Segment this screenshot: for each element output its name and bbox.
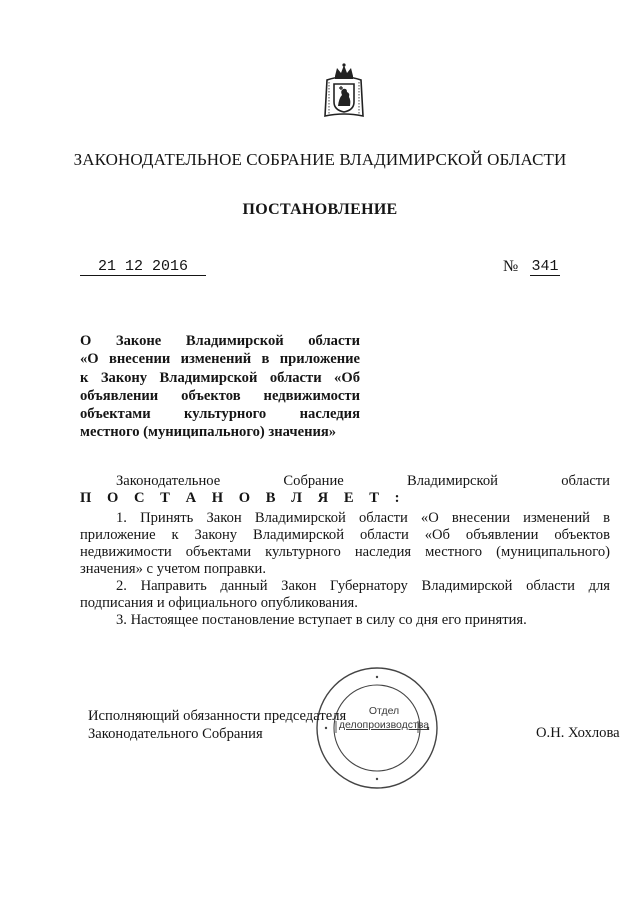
stamp-line-2: делопроизводства (338, 719, 430, 731)
document-number: 341 (531, 258, 559, 275)
signatory-name: О.Н. Хохлова (536, 725, 620, 741)
subject-line: объявлении объектов недвижимости (80, 387, 360, 404)
paragraph-3: 3. Настоящее постановление вступает в силу со дня его принятия. (116, 612, 527, 628)
preamble-word: Собрание (283, 473, 344, 489)
subject-line: «О внесении изменений в приложение (80, 351, 360, 368)
signatory-organization: Законодательного Собрания (88, 726, 263, 742)
paragraph-1: 1. Принять Закон Владимирской области «О внесении изменений в приложение к Закону Владимирской области «Об объявлении объектов недвижимости объектами культурного наследия местного (муниципального) значения» с учетом поправки. (80, 510, 610, 577)
preamble-word: области (561, 473, 610, 489)
subject-line: местного (муниципального) значения» (80, 424, 337, 441)
signatory-position: Исполняющий обязанности председателя (88, 708, 347, 724)
paragraph-2: 2. Направить данный Закон Губернатору Владимирской области для подписания и официального опубликования. (80, 578, 610, 611)
preamble-word: Законодательное (116, 473, 221, 489)
body-paragraphs (80, 510, 610, 629)
subject-line: объектами культурного наследия (80, 406, 360, 423)
signatory-title (88, 707, 388, 743)
document-date: 21 12 2016 (80, 258, 206, 276)
coat-of-arms-icon (323, 62, 365, 120)
number-label: № (503, 258, 519, 275)
document-type-title: ПОСТАНОВЛЕНИЕ (242, 201, 398, 218)
subject-line: к Закону Владимирской области «Об (80, 369, 360, 386)
decree-keyword: П О С Т А Н О В Л Я Е Т : (80, 490, 406, 506)
preamble-line (80, 473, 610, 490)
stamp-line-1: Отдел (368, 705, 400, 717)
organization-name: ЗАКОНОДАТЕЛЬНОЕ СОБРАНИЕ ВЛАДИМИРСКОЙ ОБЛАСТИ (73, 150, 567, 169)
document-subject (80, 332, 360, 442)
subject-line: О Законе Владимирской области (80, 333, 360, 349)
preamble-word: Владимирской (406, 473, 498, 489)
